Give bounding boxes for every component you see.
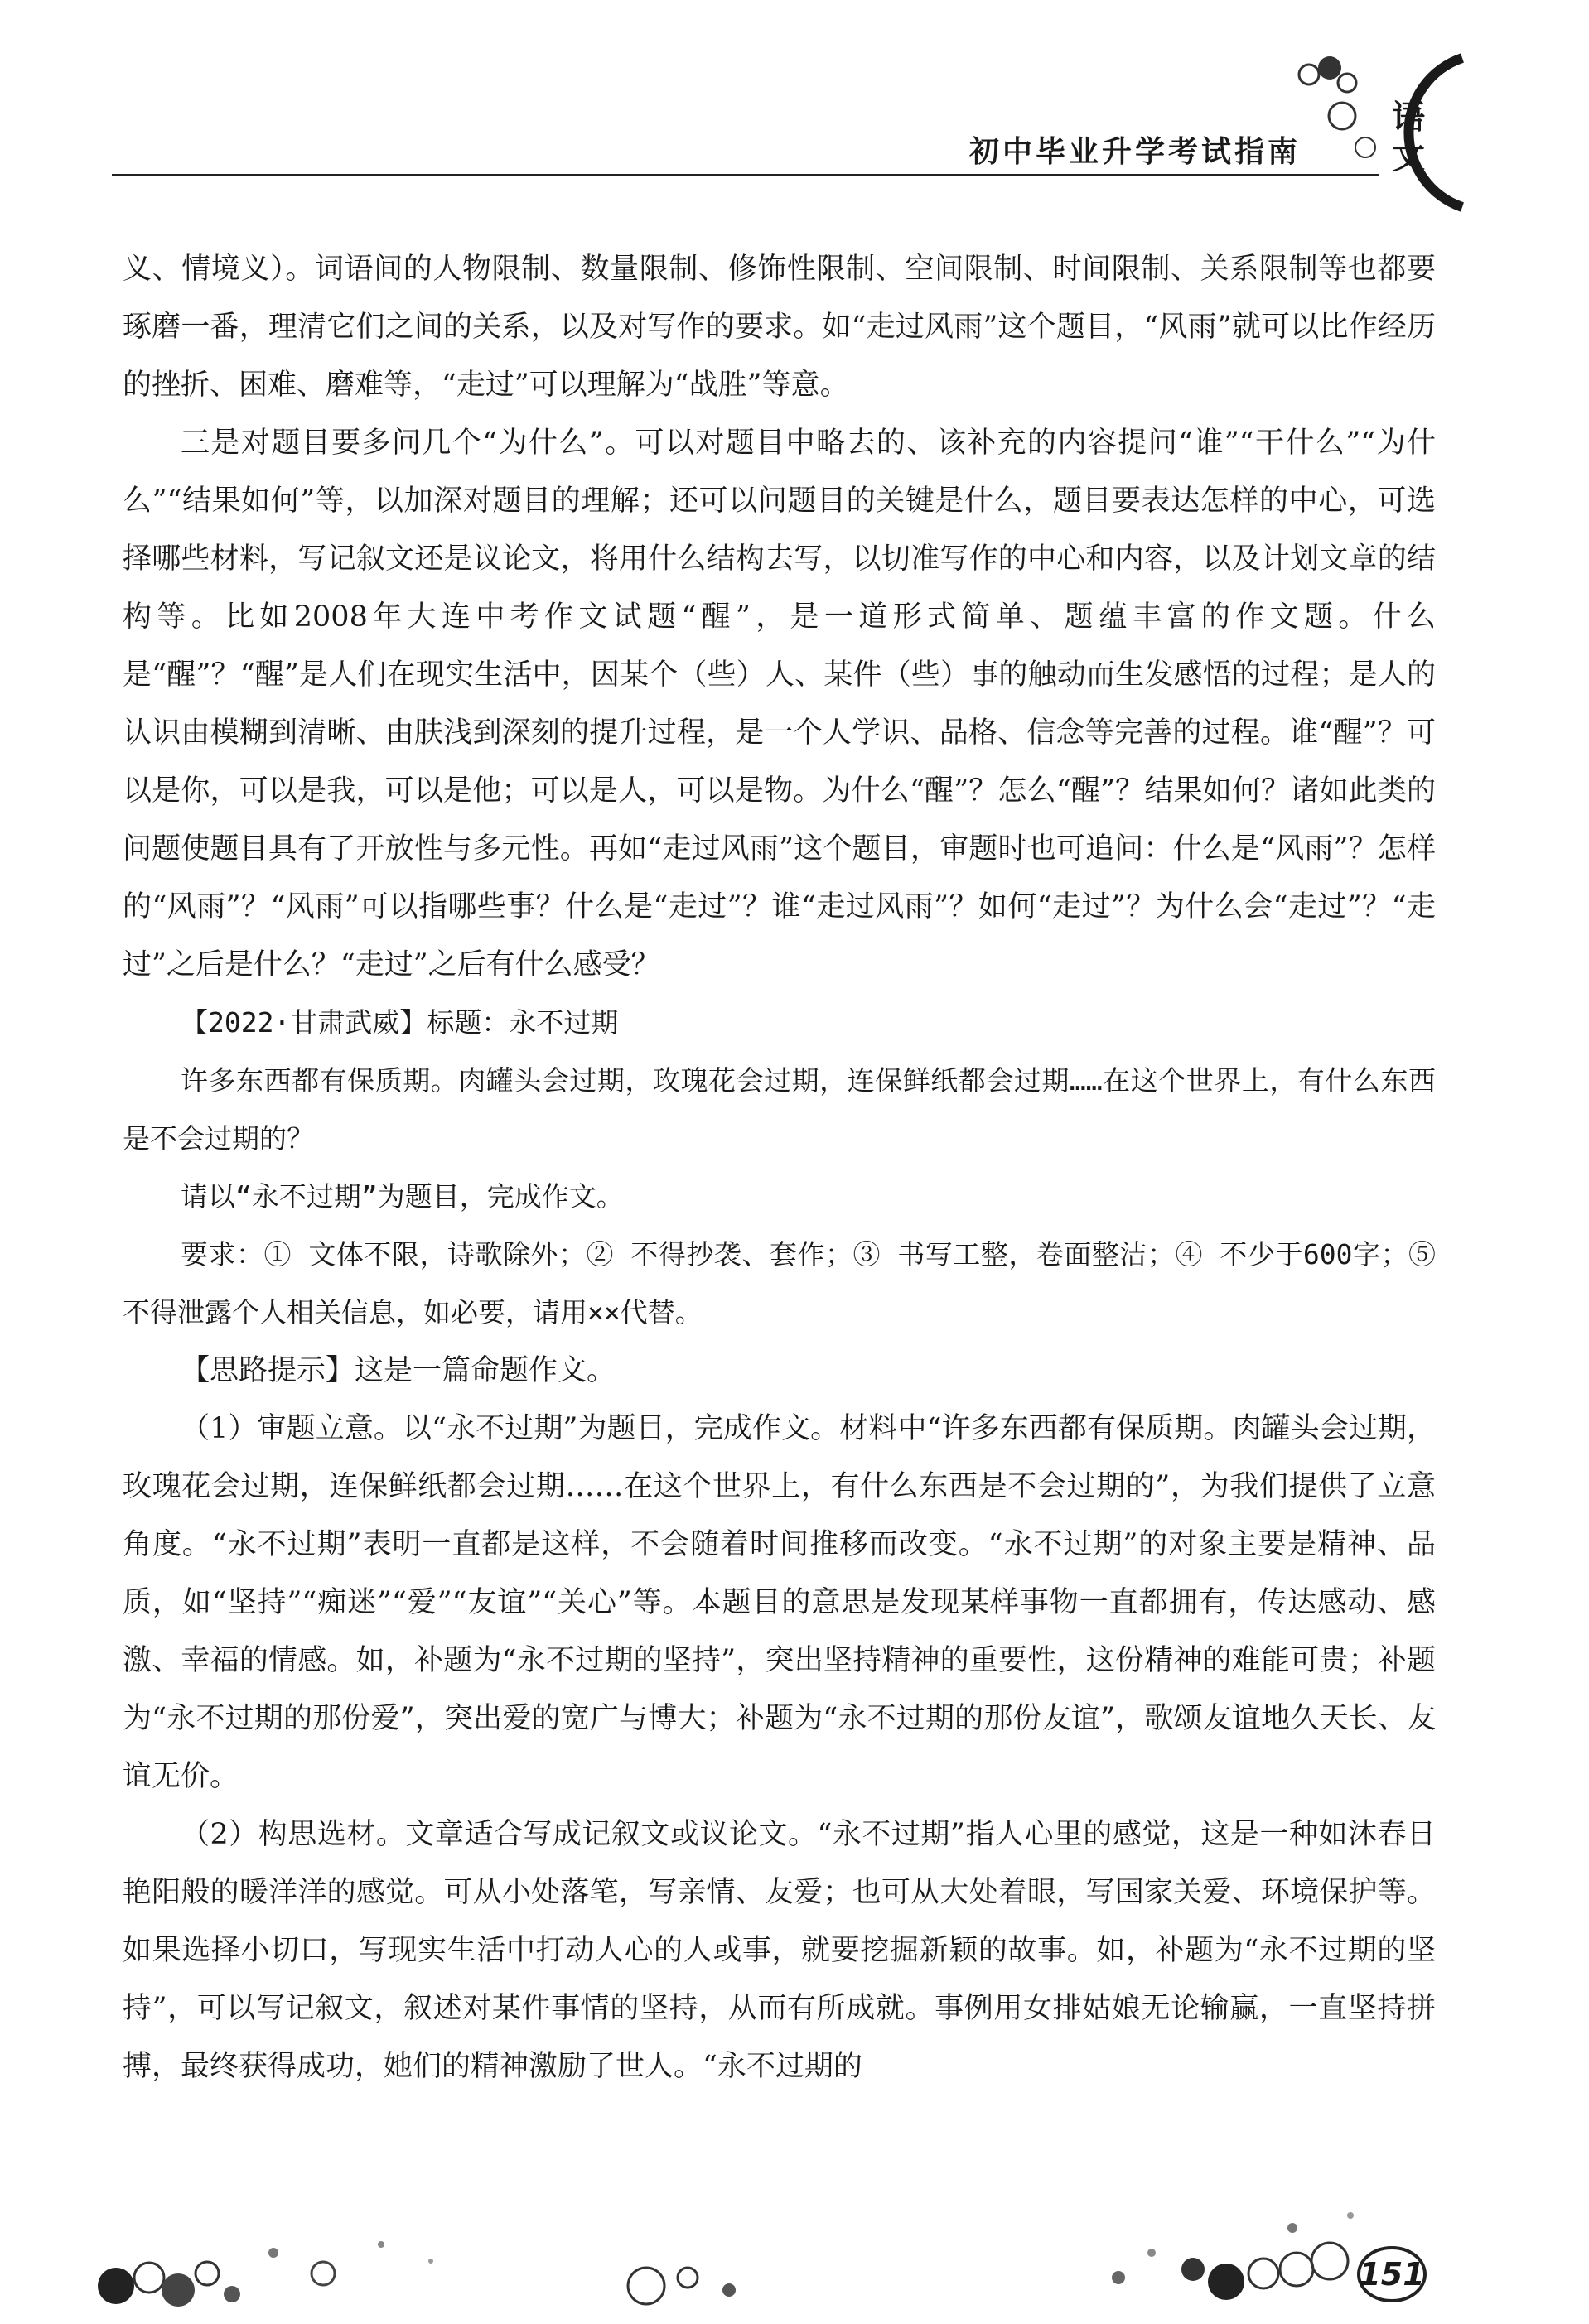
header-divider	[112, 174, 1379, 176]
exam-prompt-instruction: 请以“永不过期”为题目，完成作文。	[181, 1180, 624, 1213]
paragraph-2: 三是对题目要多问几个“为什么”。可以对题目中略去的、该补充的内容提问“谁”“干什么”“为什么”“结果如何”等，以加深对题目的理解；还可以问题目的关键是什么，题目要表达怎样的中心，可选择哪些材料，写记叙文还是议论文，将用什么结构去写，以切准写作的中心和内容，以及计划文章的结构等。比如2008年大连中考作文试题“醒”，是一道形式简单、题蕴丰富的作文题。什么是“醒”？“醒”是人们在现实生活中，因某个（些）人、某件（些）事的触动而生发感悟的过程；是人的认识由模糊到清晰、由肤浅到深刻的提升过程，是一个人学识、品格、信念等完善的过程。谁“醒”？可以是你，可以是我，可以是他；可以是人，可以是物。为什么“醒”？怎么“醒”？结果如何？诸如此类的问题使题目具有了开放性与多元性。再如“走过风雨”这个题目，审题时也可追问：什么是“风雨”？怎样的“风雨”？“风雨”可以指哪些事？什么是“走过”？谁“走过风雨”？如何“走过”？为什么会“走过”？“走过”之后是什么？“走过”之后有什么感受？	[123, 427, 1436, 981]
page-number: 151	[1359, 2256, 1425, 2293]
exam-prompt-material: 许多东西都有保质期。肉罐头会过期，玫瑰花会过期，连保鲜纸都会过期……在这个世界上，有什么东西是不会过期的？	[123, 1064, 1436, 1155]
paragraph-1: 义、情境义）。词语间的人物限制、数量限制、修饰性限制、空间限制、时间限制、关系限制等也都要琢磨一番，理清它们之间的关系，以及对写作的要求。如“走过风雨”这个题目，“风雨”就可以比作经历的挫折、困难、磨难等，“走过”可以理解为“战胜”等意。	[123, 253, 1436, 402]
hint-step-2: （2）构思选材。文章适合写成记叙文或议论文。“永不过期”指人心里的感觉，这是一种如沐春日艳阳般的暖洋洋的感觉。可从小处落笔，写亲情、友爱；也可从大处着眼，写国家关爱、环境保护等。如果选择小切口，写现实生活中打动人心的人或事，就要挖掘新颖的故事。如，补题为“永不过期的坚持”，可以写记叙文，叙述对某件事情的坚持，从而有所成就。事例用女排姑娘无论输赢，一直坚持拼搏，最终获得成功，她们的精神激励了世人。“永不过期的	[123, 1818, 1436, 2083]
hint-heading: 【思路提示】这是一篇命题作文。	[181, 1354, 616, 1387]
footer-middle-decoration	[613, 2236, 779, 2319]
footer-left-decoration	[83, 2195, 514, 2319]
exam-prompt-requirements: 要求：① 文体不限，诗歌除外；② 不得抄袭、套作；③ 书写工整，卷面整洁；④ 不少于600字；⑤ 不得泄露个人相关信息，如必要，请用××代替。	[123, 1238, 1436, 1328]
exam-prompt-title: 【2022·甘肃武威】标题：永不过期	[181, 1006, 619, 1039]
article-body	[123, 240, 1436, 2095]
subject-label: 语文	[1392, 99, 1425, 176]
book-title: 初中毕业升学考试指南	[968, 135, 1301, 169]
hint-step-1: （1）审题立意。以“永不过期”为题目，完成作文。材料中“许多东西都有保质期。肉罐头会过期，玫瑰花会过期，连保鲜纸都会过期……在这个世界上，有什么东西是不会过期的”，为我们提供了立意角度。“永不过期”表明一直都是这样，不会随着时间推移而改变。“永不过期”的对象主要是精神、品质，如“坚持”“痴迷”“爱”“友谊”“关心”等。本题目的意思是发现某样事物一直都拥有，传达感动、感激、幸福的情感。如，补题为“永不过期的坚持”，突出坚持精神的重要性，这份精神的难能可贵；补题为“永不过期的那份爱”，突出爱的宽广与博大；补题为“永不过期的那份友谊”，歌颂友谊地久天长、友谊无价。	[123, 1412, 1436, 1793]
